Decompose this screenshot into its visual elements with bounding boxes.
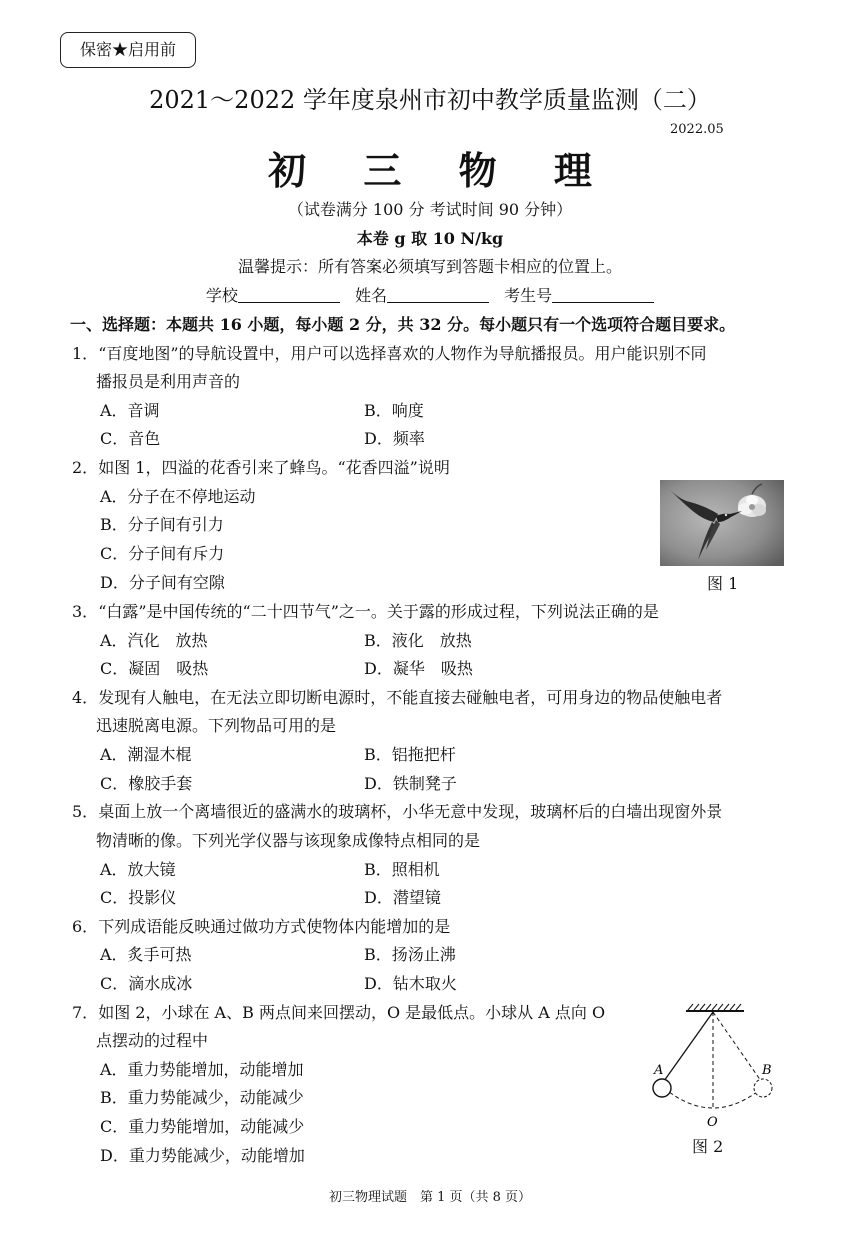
section-title: 一、选择题：本题共 16 小题，每小题 2 分，共 32 分。每小题只有一个选项符合题目要求。 [70,315,736,334]
question-4: 4．发现有人触电，在无法立即切断电源时，不能直接去碰触电者，可用身边的物品使触电者 [72,688,723,707]
question-5-line2: 物清晰的像。下列光学仪器与该现象成像特点相同的是 [96,831,481,850]
exam-date: 2022.05 [670,122,724,137]
question-3: 3．“白露”是中国传统的“二十四节气”之一。关于露的形成过程，下列说法正确的是 [72,602,659,621]
q1-option-c[interactable]: C．音色 [100,429,161,448]
q3-option-c[interactable]: C．凝固 吸热 [100,659,209,678]
q4-option-c[interactable]: C．橡胶手套 [100,774,193,793]
q2-option-c[interactable]: C．分子间有斥力 [100,544,225,563]
question-1-line2: 播报员是利用声音的 [96,372,241,391]
q6-option-c[interactable]: C．滴水成冰 [100,974,193,993]
question-7-line2: 点摆动的过程中 [96,1031,209,1050]
q4-option-a[interactable]: A．潮湿木棍 [100,745,192,764]
name-label: 姓名 [354,286,387,305]
q1-option-b[interactable]: B．响度 [364,401,424,420]
q5-option-c[interactable]: C．投影仪 [100,888,177,907]
subject-title: 初 三 物 理 [268,148,614,193]
exam-number-label: 考生号 [504,286,553,305]
confidential-badge: 保密★启用前 [60,32,196,68]
name-blank[interactable] [387,288,489,303]
figure-1-hummingbird-image [660,480,784,566]
q7-option-a[interactable]: A．重力势能增加，动能增加 [100,1060,304,1079]
q5-option-a[interactable]: A．放大镜 [100,860,176,879]
q6-option-b[interactable]: B．扬汤止沸 [364,945,456,964]
q7-option-b[interactable]: B．重力势能减少，动能减少 [100,1088,304,1107]
q2-option-a[interactable]: A．分子在不停地运动 [100,487,256,506]
q7-option-c[interactable]: C．重力势能增加，动能减少 [100,1117,305,1136]
g-value-note: 本卷 g 取 10 N/kg [356,229,504,248]
figure-2-pendulum-diagram [640,1000,780,1130]
q3-option-b[interactable]: B．液化 放热 [364,631,472,650]
q6-option-a[interactable]: A．炙手可热 [100,945,192,964]
question-4-line2: 迅速脱离电源。下列物品可用的是 [96,716,337,735]
score-time-note: （试卷满分 100 分 考试时间 90 分钟） [287,200,573,219]
warm-tip: 温馨提示：所有答案必须填写到答题卡相应的位置上。 [237,257,622,276]
q5-option-b[interactable]: B．照相机 [364,860,440,879]
q6-option-d[interactable]: D．钻木取火 [364,974,457,993]
page-footer: 初三物理试题 第 1 页（共 8 页） [328,1190,532,1205]
question-2: 2．如图 1，四溢的花香引来了蜂鸟。“花香四溢”说明 [72,458,450,477]
q5-option-d[interactable]: D．潜望镜 [364,888,441,907]
question-5: 5．桌面上放一个离墙很近的盛满水的玻璃杯，小华无意中发现，玻璃杯后的白墙出现窗外景 [72,802,723,821]
question-7: 7．如图 2，小球在 A、B 两点间来回摆动，O 是最低点。小球从 A 点向 O [72,1003,606,1022]
exam-number-blank[interactable] [552,288,654,303]
q4-option-b[interactable]: B．铝拖把杆 [364,745,456,764]
q2-option-b[interactable]: B．分子间有引力 [100,515,224,534]
q2-option-d[interactable]: D．分子间有空隙 [100,573,225,592]
figure-1-caption: 图 1 [707,574,739,593]
q3-option-a[interactable]: A．汽化 放热 [100,631,208,650]
student-info-fields [0,283,860,306]
q7-option-d[interactable]: D．重力势能减少，动能增加 [100,1146,305,1165]
fig2-label-a: A [654,1063,664,1078]
q1-option-d[interactable]: D．频率 [364,429,425,448]
fig2-label-b: B [762,1063,772,1078]
exam-title: 2021～2022 学年度泉州市初中教学质量监测（二） [149,86,711,114]
q4-option-d[interactable]: D．铁制凳子 [364,774,457,793]
question-6: 6．下列成语能反映通过做功方式使物体内能增加的是 [72,917,451,936]
question-1: 1．“百度地图”的导航设置中，用户可以选择喜欢的人物作为导航播报员。用户能识别不同 [72,344,707,363]
school-label: 学校 [205,286,238,305]
figure-2-caption: 图 2 [692,1137,724,1156]
q1-option-a[interactable]: A．音调 [100,401,160,420]
school-blank[interactable] [238,288,340,303]
fig2-label-o: O [707,1115,718,1130]
q3-option-d[interactable]: D．凝华 吸热 [364,659,473,678]
